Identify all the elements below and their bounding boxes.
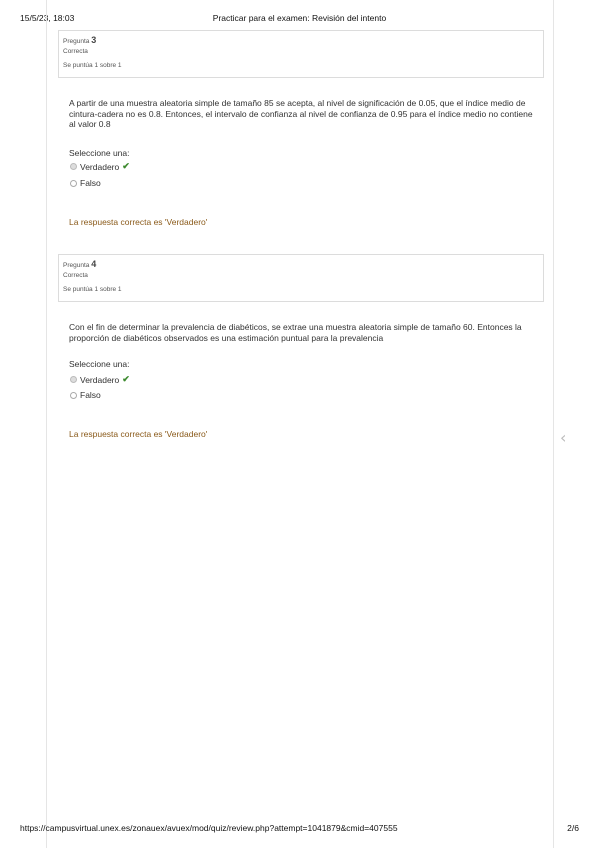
content-border-right xyxy=(553,0,554,848)
question-score: Se puntúa 1 sobre 1 xyxy=(63,62,122,69)
question-status: Correcta xyxy=(63,48,88,55)
check-icon: ✔ xyxy=(122,161,130,171)
option-label: Falso xyxy=(80,390,101,400)
option-false[interactable] xyxy=(70,390,101,400)
radio-button[interactable] xyxy=(70,376,77,383)
question-number: 3 xyxy=(91,35,97,45)
chevron-left-icon[interactable]: ‹ xyxy=(560,428,567,447)
radio-button[interactable] xyxy=(70,163,77,170)
question-text: A partir de una muestra aleatoria simple de tamaño 85 se acepta, al nivel de significación de 0.05, que el índice medio de cintura-cadera no es 0.8. Entonces, el intervalo de confianza al nivel de confianza de 0.95 para el índice medio no contiene al valor 0.8 xyxy=(69,98,533,129)
select-one-label: Seleccione una: xyxy=(69,359,130,369)
option-true[interactable] xyxy=(70,374,130,385)
question-number: 4 xyxy=(91,259,97,269)
question-info-box xyxy=(58,254,544,302)
option-false[interactable] xyxy=(70,178,101,188)
question-info-box xyxy=(58,30,544,78)
print-url: https://campusvirtual.unex.es/zonauex/avuex/mod/quiz/review.php?attempt=1041879&cmid=407555 xyxy=(20,823,398,833)
question-label: Pregunta xyxy=(63,38,90,45)
print-page-title: Practicar para el examen: Revisión del intento xyxy=(212,13,387,23)
print-page-number: 2/6 xyxy=(567,823,579,833)
question-heading xyxy=(63,35,96,45)
option-label: Falso xyxy=(80,178,101,188)
print-datetime: 15/5/23, 18:03 xyxy=(20,13,75,23)
content-border-left xyxy=(46,0,47,848)
question-text: Con el fin de determinar la prevalencia de diabéticos, se extrae una muestra aleatoria simple de tamaño 60. Entonces la proporción de diabéticos observados es una estimación puntual para la prevalencia xyxy=(69,322,522,343)
radio-button[interactable] xyxy=(70,392,77,399)
select-one-label: Seleccione una: xyxy=(69,148,130,158)
correct-answer-feedback: La respuesta correcta es 'Verdadero' xyxy=(69,217,208,227)
question-label: Pregunta xyxy=(63,262,90,269)
question-status: Correcta xyxy=(63,272,88,279)
question-score: Se puntúa 1 sobre 1 xyxy=(63,286,122,293)
radio-button[interactable] xyxy=(70,180,77,187)
correct-answer-feedback: La respuesta correcta es 'Verdadero' xyxy=(69,429,208,439)
check-icon: ✔ xyxy=(122,374,130,384)
option-label: Verdadero xyxy=(80,161,120,172)
option-label: Verdadero xyxy=(80,374,120,385)
question-heading xyxy=(63,259,96,269)
option-true[interactable] xyxy=(70,161,130,172)
